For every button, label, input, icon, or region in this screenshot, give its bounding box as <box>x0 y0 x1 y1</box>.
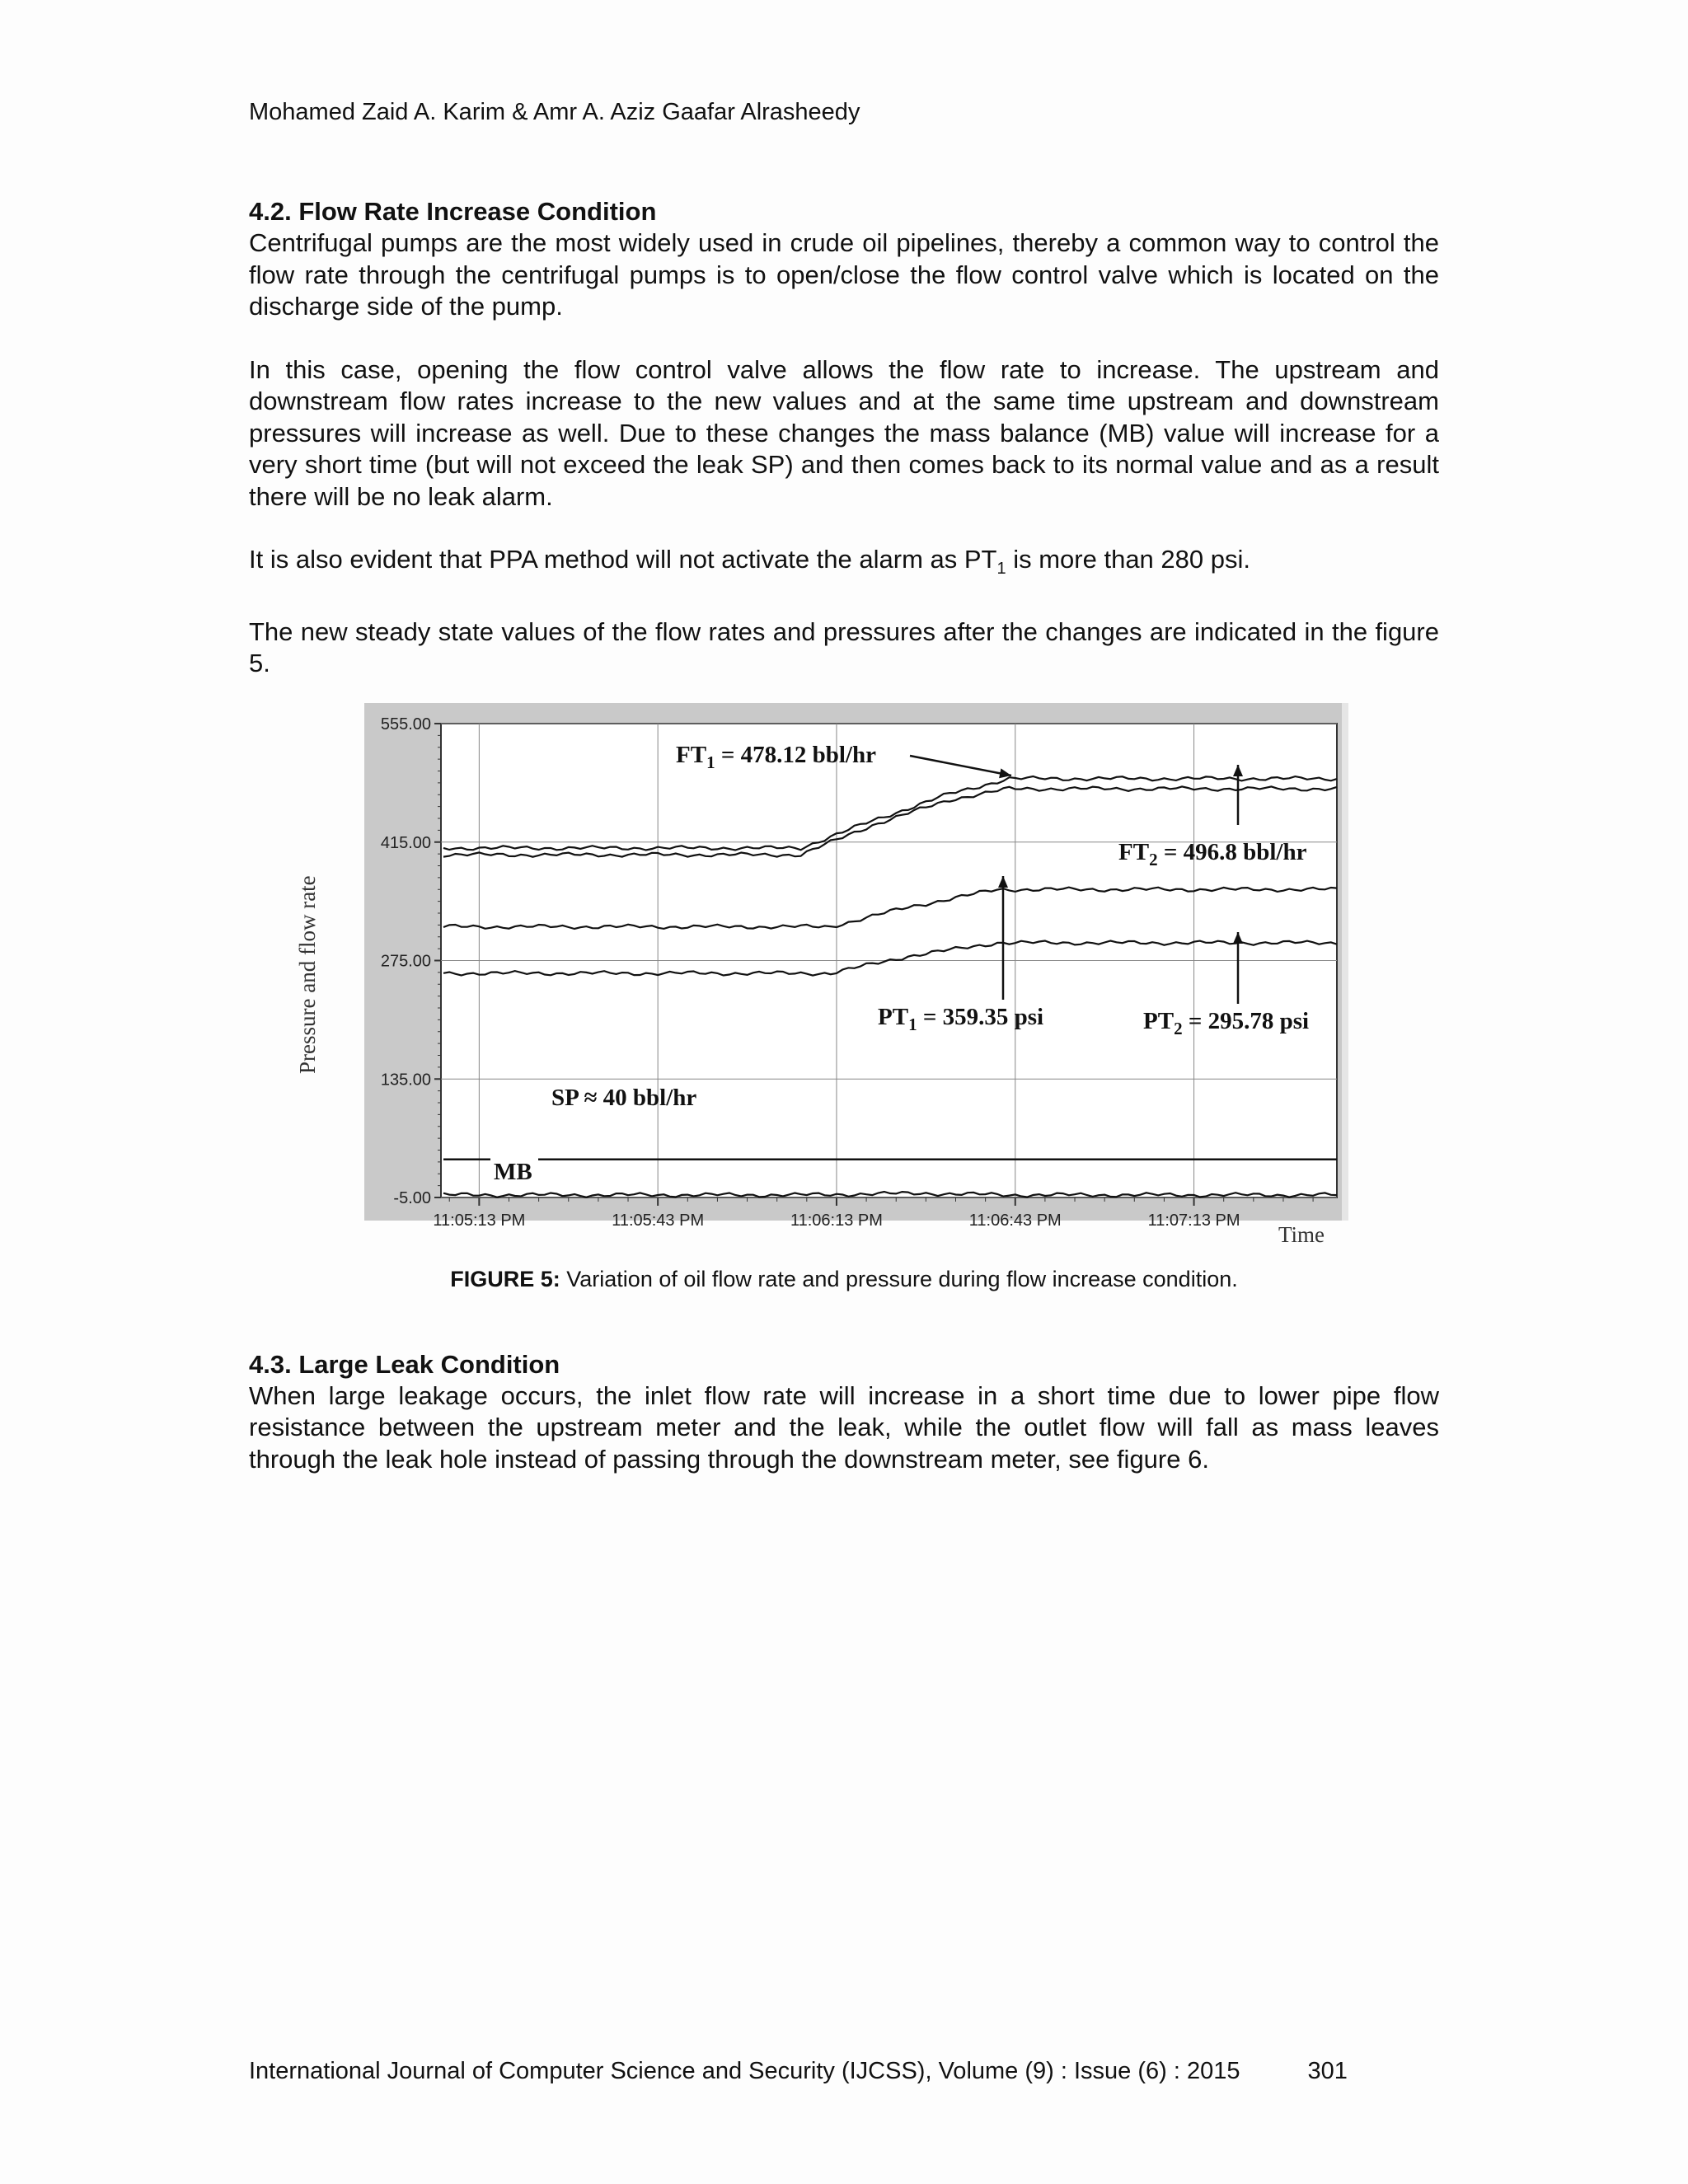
x-tick-label: 11:06:43 PM <box>968 1211 1062 1230</box>
paragraph: When large leakage occurs, the inlet flow rate will increase in a short time due to lower pipe flow resistance between the upstream meter and the leak, while the outlet flow will fall as mass leaves through the leak hole instead of passing through the downstream meter, see figure 6. <box>249 1380 1439 1474</box>
flow-pressure-chart <box>249 703 1439 1247</box>
figure-5 <box>249 703 1439 1316</box>
annotation-ft2: $FT_2 = 496.8$ bbl/hr <box>1118 838 1307 869</box>
annotation-pt2: $PT_2 = 295.78$ psi <box>1143 1007 1310 1038</box>
paragraph-text: It is also evident that PPA method will not activate the alarm as PT <box>249 545 997 574</box>
journal-citation: International Journal of Computer Science and Security (IJCSS), Volume (9) : Issue (6) : 2015 <box>249 2058 1240 2084</box>
y-tick-label: 555.00 <box>380 715 431 733</box>
subscript: 1 <box>996 560 1006 579</box>
caption-label: FIGURE 5: <box>450 1266 560 1291</box>
paragraph: Centrifugal pumps are the most widely used in crude oil pipelines, thereby a common way to control the flow rate through the centrifugal pumps is to open/close the flow control valve which is located on the discharge side of the pump. <box>249 228 1439 321</box>
figure-caption <box>249 1267 1439 1292</box>
page-footer <box>249 2058 1348 2085</box>
chart-panel-edge <box>1342 703 1348 1221</box>
x-tick-label: 11:06:13 PM <box>790 1211 883 1230</box>
y-tick-label: 275.00 <box>380 952 431 971</box>
page-number: 301 <box>1307 2058 1348 2084</box>
section-title: 4.2. Flow Rate Increase Condition <box>249 197 657 226</box>
y-tick-label: 135.00 <box>380 1070 431 1089</box>
annotation-pt1: $PT_1 = 359.35$ psi <box>878 1003 1044 1034</box>
page-content <box>249 196 1439 1475</box>
annotation-sp: SP ≈ 40 bbl/hr <box>551 1084 697 1111</box>
paragraph-text: is more than 280 psi. <box>1006 545 1250 574</box>
paragraph <box>249 544 1439 585</box>
caption-text: Variation of oil flow rate and pressure during flow increase condition. <box>560 1266 1238 1291</box>
x-axis-title: Time <box>1278 1221 1325 1247</box>
annotation-mb: MB <box>494 1158 532 1185</box>
x-tick-label: 11:05:13 PM <box>433 1211 526 1230</box>
paragraph: The new steady state values of the flow rates and pressures after the changes are indicated in the figure 5. <box>249 616 1439 678</box>
y-tick-label: -5.00 <box>393 1188 431 1207</box>
annotation-ft1: $FT_1 = 478.12$ bbl/hr <box>676 741 876 772</box>
paragraph: In this case, opening the flow control valve allows the flow rate to increase. The upstream and downstream flow rates increase to the new values and at the same time upstream and downstream pressures will increase as well. Due to these changes the mass balance (MB) value will increase for a very short time (but will not exceed the leak SP) and then comes back to its normal value and as a result there will be no leak alarm. <box>249 354 1439 511</box>
x-tick-label: 11:05:43 PM <box>612 1211 705 1230</box>
section-title: 4.3. Large Leak Condition <box>249 1349 560 1379</box>
running-header: Mohamed Zaid A. Karim & Amr A. Aziz Gaafar Alrasheedy <box>249 99 860 125</box>
x-tick-label: 11:07:13 PM <box>1147 1211 1240 1230</box>
y-axis-title: Pressure and flow rate <box>295 875 320 1074</box>
y-tick-label: 415.00 <box>380 833 431 852</box>
